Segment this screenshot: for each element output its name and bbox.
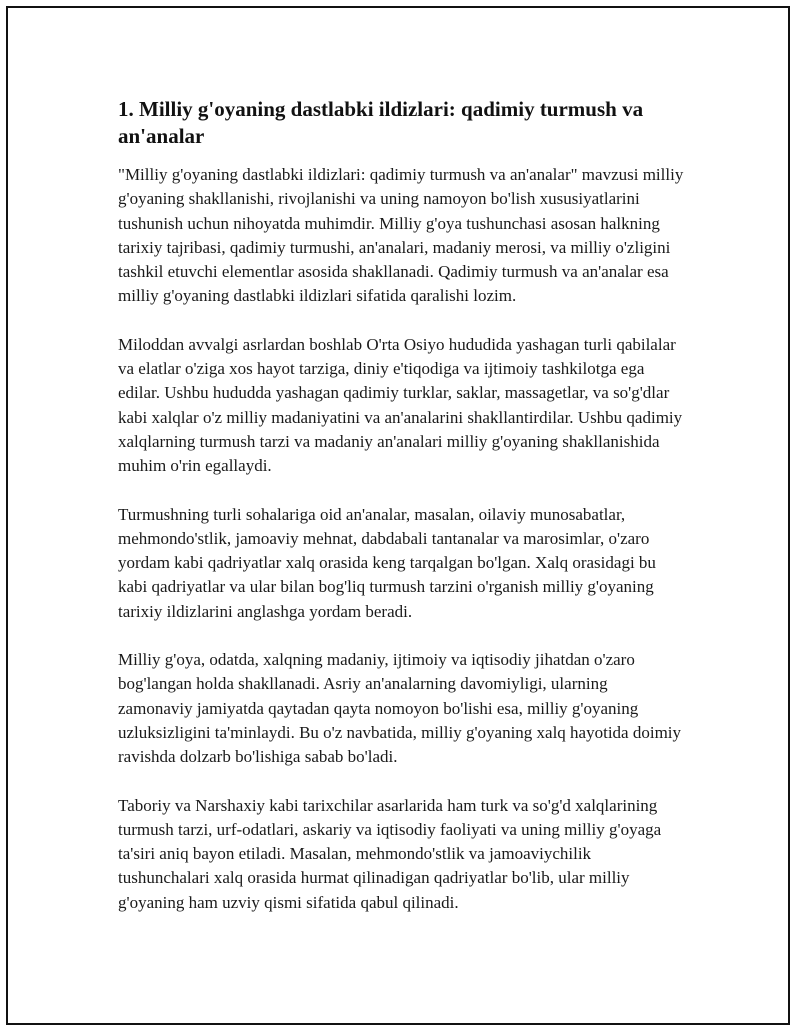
- paragraph-3: Turmushning turli sohalariga oid an'analar, masalan, oilaviy munosabatlar, mehmondo'stlik, jamoaviy mehnat, dabdabali tantanalar va marosimlar, o'zaro yordam kabi qadriyatlar xalq orasida keng tarqalgan bo'lgan. Xalq orasidagi bu kabi qadriyatlar va ular bilan bog'liq turmush tarzini o'rganish milliy g'oyaning tarixiy ildizlarini anglashga yordam beradi.: [118, 504, 656, 621]
- paragraph-4: Milliy g'oya, odatda, xalqning madaniy, ijtimoiy va iqtisodiy jihatdan o'zaro bog'langan holda shakllanadi. Asriy an'analarning davomiyligi, ularning zamonaviy jamiyatda qaytadan qayta nomoyon bo'lishi esa, milliy g'oyaning uzluksizligini ta'minlaydi. Bu o'z navbatida, milliy g'oyaning xalq hayotida doimiy ravishda dolzarb bo'lishiga sabab bo'ladi.: [118, 650, 682, 767]
- paragraph-1: "Milliy g'oyaning dastlabki ildizlari: qadimiy turmush va an'analar" mavzusi milliy g'oyaning shakllanishi, rivojlanishi va uning namoyon bo'lish xususiyatlarini tushunish uchun nihoyatda muhimdir. Milliy g'oya tushunchasi asosan halkning tarixiy tajribasi, qadimiy turmushi, an'analari, madaniy merosi, va milliy o'zligini tashkil etuvchi elementlar asosida shakllanadi. Qadimiy turmush va an'analar esa milliy g'oyaning dastlabki ildizlari sifatida qaralishi lozim.: [118, 165, 684, 306]
- section-heading: 1. Milliy g'oyaning dastlabki ildizlari: qadimiy turmush va an'analar: [118, 97, 644, 148]
- document-body: [118, 96, 684, 915]
- paragraph-5: Taboriy va Narshaxiy kabi tarixchilar asarlarida ham turk va so'g'd xalqlarining turmush tarzi, urf-odatlari, askariy va iqtisodiy faoliyati va uning milliy g'oyaga ta'siri aniq bayon etiladi. Masalan, mehmondo'stlik va jamoaviychilik tushunchalari xalq orasida hurmat qilinadigan qadriyatlar bo'lib, ular milliy g'oyaning ham uzviy qismi sifatida qabul qilinadi.: [118, 795, 662, 912]
- paragraph-2: Miloddan avvalgi asrlardan boshlab O'rta Osiyo hududida yashagan turli qabilalar va elatlar o'ziga xos hayot tarziga, diniy e'tiqodiga va ijtimoiy tashkilotga ega edilar. Ushbu hududda yashagan qadimiy turklar, saklar, massagetlar, va so'g'dlar kabi xalqlar o'z milliy madaniyatini va an'analarini shakllantirdilar. Ushbu qadimiy xalqlarning turmush tarzi va madaniy an'analari milliy g'oyaning shakllanishida muhim o'rin egallaydi.: [118, 334, 683, 476]
